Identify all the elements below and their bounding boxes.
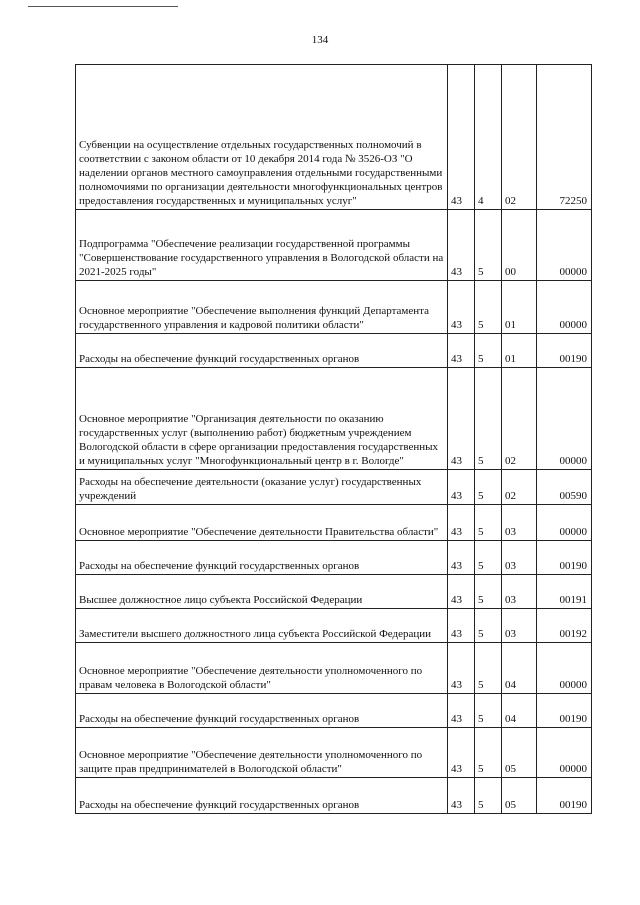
subprogram-code: 5	[475, 281, 502, 334]
row-name: Расходы на обеспечение функций государственных органов	[76, 694, 448, 728]
subprogram-code: 4	[475, 65, 502, 210]
activity-code: 00	[502, 210, 537, 281]
ministry-code: 43	[448, 609, 475, 643]
row-name: Основное мероприятие "Обеспечение деятельности Правительства области"	[76, 505, 448, 541]
table-row	[76, 210, 592, 281]
target-code: 00190	[537, 694, 592, 728]
ministry-code: 43	[448, 505, 475, 541]
subprogram-code: 5	[475, 334, 502, 368]
ministry-code: 43	[448, 470, 475, 505]
row-name: Расходы на обеспечение деятельности (оказание услуг) государственных учреждений	[76, 470, 448, 505]
ministry-code: 43	[448, 575, 475, 609]
target-code: 00000	[537, 210, 592, 281]
row-name: Подпрограмма "Обеспечение реализации государственной программы "Совершенствование государственного управления в Вологодской области на 2021-2025 годы"	[76, 210, 448, 281]
subprogram-code: 5	[475, 541, 502, 575]
table-row	[76, 575, 592, 609]
target-code: 00000	[537, 281, 592, 334]
budget-classification-table	[75, 64, 592, 814]
target-code: 00192	[537, 609, 592, 643]
activity-code: 03	[502, 541, 537, 575]
subprogram-code: 5	[475, 470, 502, 505]
ministry-code: 43	[448, 65, 475, 210]
row-name: Основное мероприятие "Обеспечение выполнения функций Департамента государственного управления и кадровой политики области"	[76, 281, 448, 334]
subprogram-code: 5	[475, 505, 502, 541]
target-code: 00190	[537, 334, 592, 368]
row-name: Высшее должностное лицо субъекта Российской Федерации	[76, 575, 448, 609]
activity-code: 03	[502, 575, 537, 609]
ministry-code: 43	[448, 210, 475, 281]
target-code: 00000	[537, 505, 592, 541]
row-name: Основное мероприятие "Обеспечение деятельности уполномоченного по правам человека в Вологодской области"	[76, 643, 448, 694]
table-row	[76, 694, 592, 728]
activity-code: 02	[502, 368, 537, 470]
row-name: Субвенции на осуществление отдельных государственных полномочий в соответствии с законом области от 10 декабря 2014 года № 3526-ОЗ "О наделении органов местного самоуправления отдельными государственными полномочиями по организации деятельности многофункциональных центров предоставления государственных и муниципальных услуг"	[76, 65, 448, 210]
subprogram-code: 5	[475, 210, 502, 281]
target-code: 00590	[537, 470, 592, 505]
table-row	[76, 643, 592, 694]
ministry-code: 43	[448, 281, 475, 334]
activity-code: 01	[502, 281, 537, 334]
activity-code: 03	[502, 505, 537, 541]
table-row	[76, 334, 592, 368]
ministry-code: 43	[448, 368, 475, 470]
table-row	[76, 728, 592, 778]
row-name: Основное мероприятие "Организация деятельности по оказанию государственных услуг (выполнению работ) бюджетным учреждением Вологодской области в сфере организации предоставления государственных и муниципальных услуг "Многофункциональный центр в г. Вологде"	[76, 368, 448, 470]
row-name: Заместители высшего должностного лица субъекта Российской Федерации	[76, 609, 448, 643]
row-name: Основное мероприятие "Обеспечение деятельности уполномоченного по защите прав предпринимателей в Вологодской области"	[76, 728, 448, 778]
activity-code: 05	[502, 728, 537, 778]
ministry-code: 43	[448, 728, 475, 778]
ministry-code: 43	[448, 778, 475, 814]
subprogram-code: 5	[475, 694, 502, 728]
ministry-code: 43	[448, 694, 475, 728]
table-row	[76, 778, 592, 814]
table-row	[76, 541, 592, 575]
subprogram-code: 5	[475, 643, 502, 694]
activity-code: 03	[502, 609, 537, 643]
activity-code: 01	[502, 334, 537, 368]
subprogram-code: 5	[475, 368, 502, 470]
target-code: 72250	[537, 65, 592, 210]
ministry-code: 43	[448, 643, 475, 694]
target-code: 00000	[537, 728, 592, 778]
subprogram-code: 5	[475, 778, 502, 814]
activity-code: 05	[502, 778, 537, 814]
subprogram-code: 5	[475, 728, 502, 778]
table-row	[76, 368, 592, 470]
activity-code: 04	[502, 694, 537, 728]
target-code: 00000	[537, 643, 592, 694]
target-code: 00191	[537, 575, 592, 609]
activity-code: 02	[502, 470, 537, 505]
target-code: 00000	[537, 368, 592, 470]
table-row	[76, 281, 592, 334]
target-code: 00190	[537, 541, 592, 575]
activity-code: 04	[502, 643, 537, 694]
ministry-code: 43	[448, 541, 475, 575]
subprogram-code: 5	[475, 575, 502, 609]
row-name: Расходы на обеспечение функций государственных органов	[76, 334, 448, 368]
page-number: 134	[311, 34, 329, 46]
table-row	[76, 470, 592, 505]
row-name: Расходы на обеспечение функций государственных органов	[76, 778, 448, 814]
activity-code: 02	[502, 65, 537, 210]
table-row	[76, 505, 592, 541]
row-name: Расходы на обеспечение функций государственных органов	[76, 541, 448, 575]
target-code: 00190	[537, 778, 592, 814]
scan-edge-line	[28, 6, 178, 7]
subprogram-code: 5	[475, 609, 502, 643]
table-row	[76, 65, 592, 210]
ministry-code: 43	[448, 334, 475, 368]
table-row	[76, 609, 592, 643]
